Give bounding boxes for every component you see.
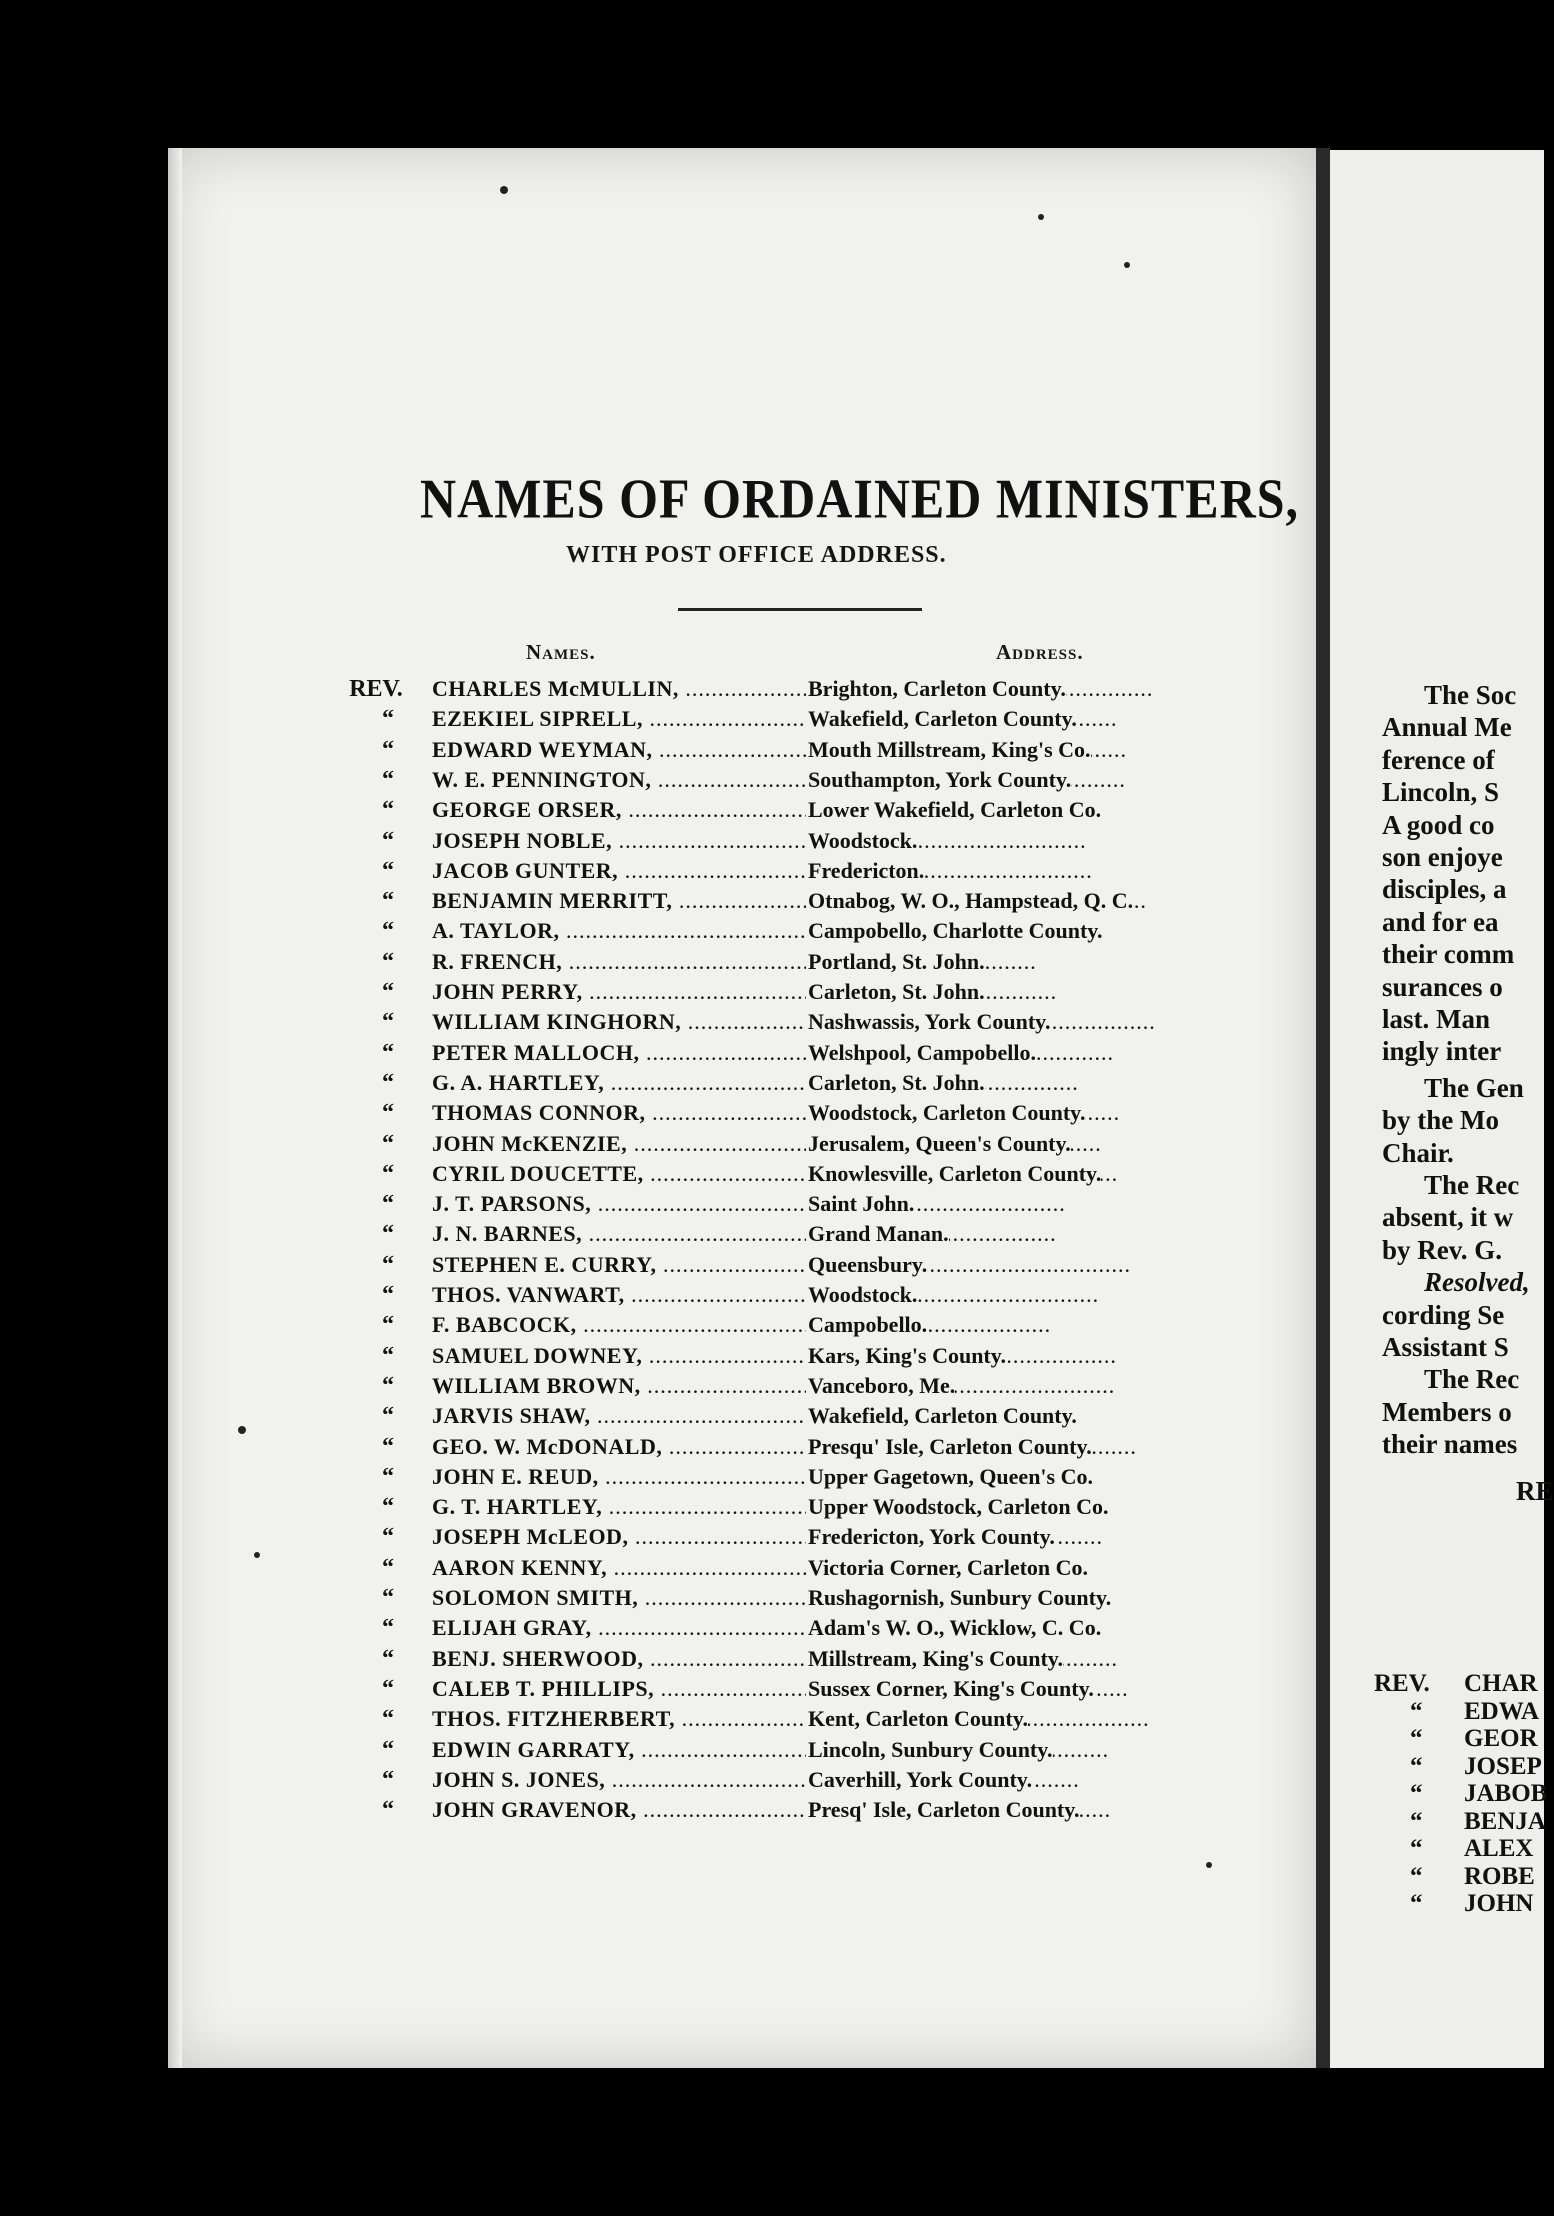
minister-name: EZEKIEL SIPRELL, .....	[432, 706, 806, 732]
minister-address: Caverhill, York County.	[808, 1767, 1033, 1792]
minister-name: STEPHEN E. CURRY, .....	[432, 1252, 806, 1278]
right-page-name: GEOR	[1464, 1725, 1538, 1752]
minister-name: BENJAMIN MERRITT, .....	[432, 888, 806, 914]
minister-name: THOMAS CONNOR, .....	[432, 1100, 806, 1126]
minister-name: PETER MALLOCH, .....	[432, 1040, 806, 1066]
minister-name: GEO. W. McDONALD, .....	[432, 1434, 806, 1460]
right-page-line: The Gen	[1424, 1073, 1524, 1103]
minister-address: Nashwassis, York County.	[808, 1009, 1051, 1034]
minister-address: Carleton, St. John.	[808, 979, 985, 1004]
right-page-ditto: “	[1410, 1725, 1423, 1752]
right-page-line: and for ea	[1382, 907, 1499, 937]
minister-address: Lincoln, Sunbury County.	[808, 1737, 1053, 1762]
ditto-mark: “	[382, 1615, 394, 1641]
minister-name: J. N. BARNES, .....	[432, 1221, 806, 1247]
ditto-mark: “	[382, 1464, 394, 1490]
minister-name: AARON KENNY, .....	[432, 1555, 806, 1581]
minister-name: BENJ. SHERWOOD, .....	[432, 1646, 806, 1672]
speck	[254, 1552, 260, 1558]
right-page-line: their names	[1382, 1429, 1518, 1459]
right-page-line: Resolved,	[1424, 1267, 1530, 1297]
page-subtitle: WITH POST OFFICE ADDRESS.	[566, 542, 947, 568]
minister-address: Otnabog, W. O., Hampstead, Q. C.	[808, 888, 1134, 913]
minister-name: JARVIS SHAW, .....	[432, 1403, 806, 1429]
right-page-ditto: “	[1410, 1698, 1423, 1725]
minister-name: R. FRENCH, .....	[432, 949, 806, 975]
right-page-line: by the Mo	[1382, 1105, 1499, 1135]
right-page-name: JABOB	[1464, 1780, 1548, 1807]
minister-name: JOHN E. REUD, .....	[432, 1464, 806, 1490]
ditto-mark: “	[382, 1403, 394, 1429]
minister-address: Woodstock, Carleton County.	[808, 1100, 1086, 1125]
speck	[500, 186, 508, 194]
right-page-ditto: “	[1410, 1890, 1423, 1917]
ditto-mark: “	[382, 706, 394, 732]
ditto-mark: “	[382, 767, 394, 793]
right-page-line: A good co	[1382, 810, 1495, 840]
minister-name: THOS. FITZHERBERT, .....	[432, 1706, 806, 1732]
names-column-header: Names.	[526, 640, 596, 664]
minister-name: F. BABCOCK, .....	[432, 1312, 806, 1338]
right-page-line: ference of	[1382, 745, 1495, 775]
ditto-mark: “	[382, 949, 394, 975]
minister-address: Fredericton, York County.	[808, 1524, 1055, 1549]
minister-name: THOS. VANWART, .....	[432, 1282, 806, 1308]
right-page-name: EDWA	[1464, 1698, 1540, 1725]
right-page-line: surances o	[1382, 972, 1503, 1002]
address-column-header: Address.	[996, 640, 1084, 664]
minister-address: Welshpool, Campobello.	[808, 1040, 1036, 1065]
minister-address: Kars, King's County.	[808, 1343, 1007, 1368]
ditto-mark: “	[382, 979, 394, 1005]
minister-name: JOSEPH McLEOD, .....	[432, 1524, 806, 1550]
ditto-mark: “	[382, 1252, 394, 1278]
minister-address: Jerusalem, Queen's County.	[808, 1131, 1071, 1156]
right-page-line: last. Man	[1382, 1004, 1490, 1034]
minister-address: Victoria Corner, Carleton Co.	[808, 1555, 1089, 1580]
ditto-mark: “	[382, 1797, 394, 1823]
minister-name: G. A. HARTLEY, .....	[432, 1070, 806, 1096]
minister-address: Southampton, York County.	[808, 767, 1072, 792]
ditto-mark: “	[382, 1343, 394, 1369]
minister-address: Upper Gagetown, Queen's Co.	[808, 1464, 1093, 1489]
minister-address: Vanceboro, Me.	[808, 1373, 956, 1398]
ditto-mark: “	[382, 1161, 394, 1187]
right-page-line: by Rev. G.	[1382, 1235, 1503, 1265]
minister-address: Brighton, Carleton County.	[808, 676, 1066, 701]
right-page-line: Annual Me	[1382, 712, 1512, 742]
ditto-mark: “	[382, 1312, 394, 1338]
ditto-mark: “	[382, 1131, 394, 1157]
minister-address: Campobello, Charlotte County.	[808, 918, 1103, 943]
right-page-line: absent, it w	[1382, 1202, 1514, 1232]
minister-address: Fredericton.	[808, 858, 925, 883]
right-page-line: Chair.	[1382, 1138, 1454, 1168]
ditto-mark: “	[382, 828, 394, 854]
right-page-ditto: “	[1410, 1835, 1423, 1862]
ditto-mark: “	[382, 1434, 394, 1460]
ditto-mark: “	[382, 1191, 394, 1217]
right-page-name: BENJA	[1464, 1808, 1546, 1835]
right-page-line: their comm	[1382, 939, 1515, 969]
minister-name: CHARLES McMULLIN, .....	[432, 676, 806, 702]
ditto-mark: “	[382, 1737, 394, 1763]
ditto-mark: “	[382, 1494, 394, 1520]
right-page-line: The Rec	[1424, 1364, 1520, 1394]
minister-address: Lower Wakefield, Carleton Co.	[808, 797, 1102, 822]
minister-address: Adam's W. O., Wicklow, C. Co.	[808, 1615, 1102, 1640]
minister-address: Rushagornish, Sunbury County.	[808, 1585, 1112, 1610]
right-page-name: ALEX	[1464, 1835, 1534, 1862]
minister-address: Sussex Corner, King's County.	[808, 1676, 1094, 1701]
minister-address: Presqu' Isle, Carleton County.	[808, 1434, 1092, 1459]
speck	[1038, 214, 1044, 220]
minister-name: ELIJAH GRAY, .....	[432, 1615, 806, 1641]
minister-address: Presq' Isle, Carleton County.	[808, 1797, 1080, 1822]
minister-address: Carleton, St. John.	[808, 1070, 985, 1095]
right-page-partial	[1330, 150, 1554, 2068]
minister-name: GEORGE ORSER, .....	[432, 797, 806, 823]
minister-address: Woodstock.	[808, 1282, 918, 1307]
ditto-mark: “	[382, 797, 394, 823]
minister-address: Kent, Carleton County.	[808, 1706, 1028, 1731]
right-page-name: JOHN	[1464, 1890, 1534, 1917]
minister-name: W. E. PENNINGTON, .....	[432, 767, 806, 793]
minister-name: JOHN McKENZIE, .....	[432, 1131, 806, 1157]
minister-address: Millstream, King's County.	[808, 1646, 1064, 1671]
right-page-line: Assistant S	[1382, 1332, 1509, 1362]
page-edge	[168, 148, 182, 2068]
ditto-mark: “	[382, 888, 394, 914]
minister-address: Woodstock.	[808, 828, 918, 853]
ditto-mark: “	[382, 858, 394, 884]
minister-name: G. T. HARTLEY, .....	[432, 1494, 806, 1520]
minister-name: EDWARD WEYMAN, .....	[432, 737, 806, 763]
speck	[1206, 1862, 1212, 1868]
minister-address: Knowlesville, Carleton County.	[808, 1161, 1102, 1186]
right-page-line: Lincoln, S	[1382, 777, 1500, 807]
minister-address: Portland, St. John.	[808, 949, 985, 974]
minister-name: SAMUEL DOWNEY, .....	[432, 1343, 806, 1369]
title-rule	[678, 608, 922, 611]
minister-name: CYRIL DOUCETTE, .....	[432, 1161, 806, 1187]
right-page-line: son enjoye	[1382, 842, 1503, 872]
ditto-mark: “	[382, 1070, 394, 1096]
right-page-name: CHAR	[1464, 1670, 1538, 1697]
right-page-ditto: “	[1410, 1863, 1423, 1890]
minister-name: JACOB GUNTER, .....	[432, 858, 806, 884]
right-page-ditto: “	[1410, 1753, 1423, 1780]
right-page-ditto: “	[1410, 1780, 1423, 1807]
right-page-name: JOSEP	[1464, 1753, 1542, 1780]
ditto-mark: “	[382, 918, 394, 944]
ditto-mark: “	[382, 1221, 394, 1247]
right-page-line: The Rec	[1424, 1170, 1520, 1200]
ditto-mark: “	[382, 1100, 394, 1126]
minister-name: WILLIAM KINGHORN, .....	[432, 1009, 806, 1035]
ditto-mark: “	[382, 1009, 394, 1035]
ditto-mark: “	[382, 1585, 394, 1611]
ditto-mark: “	[382, 1767, 394, 1793]
minister-address: Grand Manan.	[808, 1221, 949, 1246]
minister-name: WILLIAM BROWN, .....	[432, 1373, 806, 1399]
speck	[238, 1426, 246, 1434]
page-gutter	[1316, 148, 1330, 2068]
page-title: NAMES OF ORDAINED MINISTERS,	[420, 467, 1300, 530]
ditto-mark: “	[382, 1706, 394, 1732]
right-page-name: ROBE	[1464, 1863, 1535, 1890]
minister-address: Queensbury.	[808, 1252, 928, 1277]
right-page-line: Members o	[1382, 1397, 1512, 1427]
ditto-mark: “	[382, 1646, 394, 1672]
minister-name: EDWIN GARRATY, .....	[432, 1737, 806, 1763]
minister-address: Wakefield, Carleton County.	[808, 1403, 1077, 1428]
ditto-mark: “	[382, 1282, 394, 1308]
right-page-line: cording Se	[1382, 1300, 1505, 1330]
ditto-mark: “	[382, 1555, 394, 1581]
title-prefix: REV.	[349, 676, 403, 702]
minister-address: Mouth Millstream, King's Co.	[808, 737, 1091, 762]
minister-address: Wakefield, Carleton County.	[808, 706, 1077, 731]
right-page-ditto: “	[1410, 1808, 1423, 1835]
ditto-mark: “	[382, 1040, 394, 1066]
minister-name: JOHN PERRY, .....	[432, 979, 806, 1005]
minister-address: Upper Woodstock, Carleton Co.	[808, 1494, 1109, 1519]
minister-name: JOHN S. JONES, .....	[432, 1767, 806, 1793]
right-page-line: The Soc	[1424, 680, 1517, 710]
minister-address: Campobello.	[808, 1312, 928, 1337]
ditto-mark: “	[382, 1373, 394, 1399]
right-page-line: disciples, a	[1382, 874, 1507, 904]
ditto-mark: “	[382, 1676, 394, 1702]
minister-name: JOHN GRAVENOR, .....	[432, 1797, 806, 1823]
right-page-prefix: REV.	[1374, 1670, 1430, 1697]
minister-name: SOLOMON SMITH, .....	[432, 1585, 806, 1611]
right-page-line: RE	[1516, 1476, 1554, 1506]
ditto-mark: “	[382, 1524, 394, 1550]
minister-name: A. TAYLOR, .....	[432, 918, 806, 944]
ditto-mark: “	[382, 737, 394, 763]
right-page-line: ingly inter	[1382, 1036, 1502, 1066]
minister-name: J. T. PARSONS, .....	[432, 1191, 806, 1217]
minister-address: Saint John.	[808, 1191, 915, 1216]
minister-name: JOSEPH NOBLE, .....	[432, 828, 806, 854]
speck	[1124, 262, 1130, 268]
minister-name: CALEB T. PHILLIPS, .....	[432, 1676, 806, 1702]
